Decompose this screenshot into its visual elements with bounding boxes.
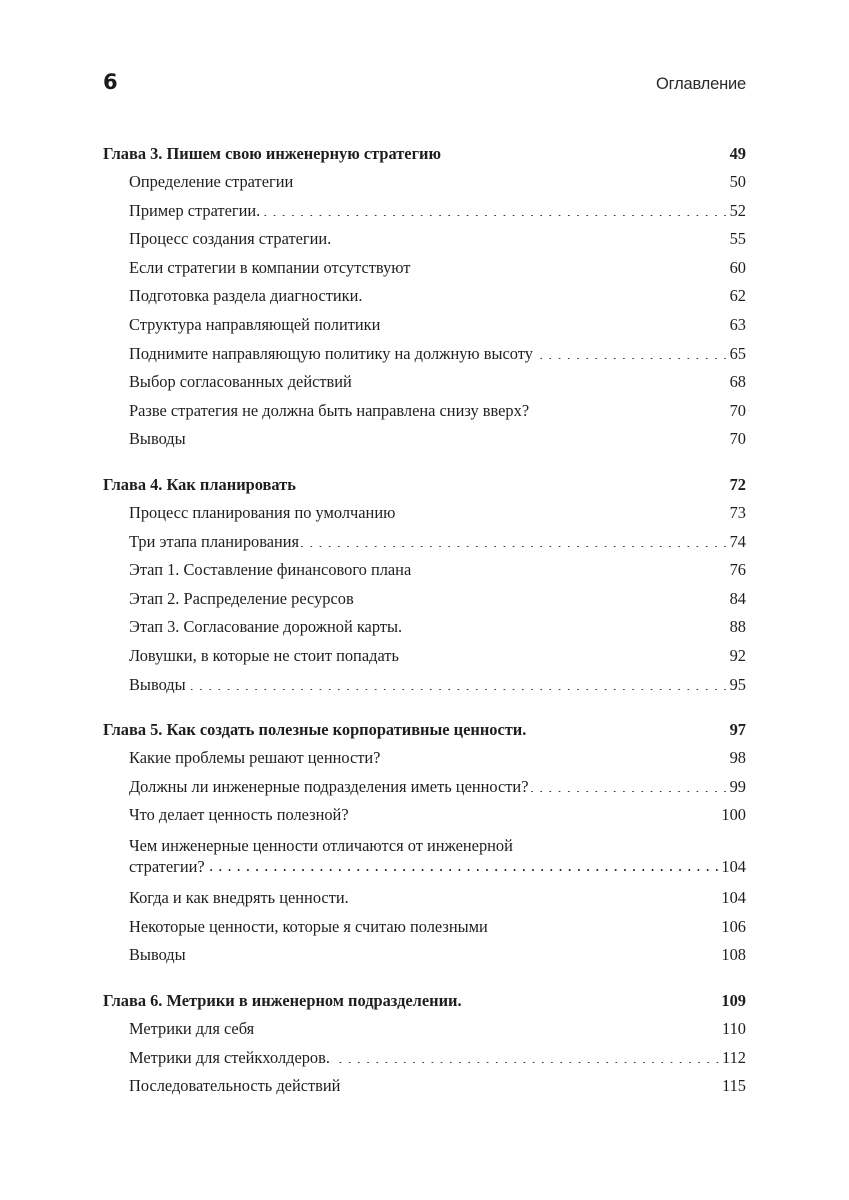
toc-section[interactable]	[103, 671, 746, 700]
section-title: Структура направляющей политики	[129, 314, 381, 334]
section-title: Выводы	[129, 674, 186, 694]
section-title: Процесс планирования по умолчанию	[129, 502, 396, 522]
toc-section[interactable]	[103, 282, 746, 311]
section-title: Три этапа планирования	[129, 531, 300, 551]
page-ref: 95	[729, 674, 746, 694]
section-title: Поднимите направляющую политику на должную высоту	[129, 343, 533, 363]
section-title: Какие проблемы решают ценности?	[129, 748, 381, 768]
toc-section[interactable]	[103, 744, 746, 773]
toc-section[interactable]	[103, 425, 746, 454]
dot-leader	[342, 1075, 720, 1091]
section-title: Этап 1. Составление финансового плана	[129, 560, 412, 580]
page-ref: 88	[729, 617, 746, 637]
page-ref: 65	[729, 343, 746, 363]
toc-section[interactable]	[103, 225, 746, 254]
toc-section[interactable]	[103, 197, 746, 226]
page-ref: 104	[721, 857, 746, 877]
section-title: Если стратегии в компании отсутствуют	[129, 257, 411, 277]
dot-leader	[298, 474, 728, 490]
dot-leader	[490, 915, 720, 931]
dot-leader	[365, 285, 728, 301]
section-title: Этап 3. Согласование дорожной карты.	[129, 617, 403, 637]
table-of-contents	[103, 140, 746, 1118]
section-title: стратегии?	[129, 857, 205, 877]
page-ref: 84	[729, 588, 746, 608]
page-ref: 112	[722, 1047, 746, 1067]
page-ref: 74	[729, 531, 746, 551]
dot-leader	[404, 616, 728, 632]
dot-leader	[382, 747, 727, 763]
toc-chapter-5	[103, 716, 746, 970]
page-ref: 50	[729, 172, 746, 191]
section-title: Метрики для стейкхолдеров.	[129, 1047, 330, 1067]
toc-section[interactable]	[103, 642, 746, 671]
toc-section[interactable]	[103, 884, 746, 913]
page-ref: 99	[729, 776, 746, 796]
section-title-line1: Чем инженерные ценности отличаются от инженерной	[129, 835, 513, 855]
chapter-title: Глава 5. Как создать полезные корпоративные ценности.	[103, 720, 527, 740]
dot-leader	[531, 399, 728, 415]
page-ref: 52	[729, 200, 746, 220]
toc-section[interactable]	[103, 340, 746, 369]
section-title: Должны ли инженерные подразделения иметь ценности?	[129, 776, 529, 796]
section-title: Метрики для себя	[129, 1019, 255, 1039]
toc-chapter-heading[interactable]	[103, 471, 746, 498]
page-ref: 108	[721, 945, 746, 965]
toc-chapter-heading[interactable]	[103, 716, 746, 743]
page-ref: 63	[729, 314, 746, 334]
page-ref: 109	[721, 991, 746, 1011]
page-ref: 55	[729, 229, 746, 249]
page-ref: 98	[729, 748, 746, 768]
page-ref: 106	[721, 916, 746, 936]
page-ref: 104	[721, 888, 746, 908]
section-title: Последовательность действий	[129, 1076, 341, 1096]
toc-section-multiline[interactable]	[103, 830, 746, 877]
page-ref: 76	[729, 560, 746, 580]
section-title: Процесс создания стратегии.	[129, 229, 332, 249]
dot-leader	[333, 228, 727, 244]
toc-section[interactable]	[103, 311, 746, 340]
running-title: Оглавление	[656, 75, 746, 93]
page-ref: 70	[729, 400, 746, 420]
dot-leader	[535, 342, 728, 358]
page-ref: 100	[721, 805, 746, 825]
page-number: 6	[103, 70, 118, 94]
toc-section[interactable]	[103, 1072, 746, 1101]
section-title: Этап 2. Распределение ресурсов	[129, 588, 354, 608]
dot-leader	[443, 143, 728, 159]
section-title: Определение стратегии	[129, 172, 294, 191]
page-ref: 92	[729, 645, 746, 665]
dot-leader	[188, 673, 728, 689]
toc-section[interactable]	[103, 1015, 746, 1044]
dot-leader	[528, 719, 727, 735]
toc-section[interactable]	[103, 499, 746, 528]
dot-leader	[262, 199, 727, 215]
toc-section[interactable]	[103, 168, 746, 197]
toc-chapter-6	[103, 987, 746, 1101]
dot-leader	[382, 314, 727, 330]
section-title: Ловушки, в которые не стоит попадать	[129, 645, 399, 665]
dot-leader	[530, 775, 727, 791]
chapter-title: Глава 6. Метрики в инженерном подразделении.	[103, 991, 462, 1011]
toc-chapter-4	[103, 471, 746, 699]
page-ref: 62	[729, 286, 746, 306]
dot-leader	[356, 587, 728, 603]
section-title: Когда и как внедрять ценности.	[129, 888, 349, 908]
section-title: Пример стратегии.	[129, 200, 261, 220]
page-ref: 70	[729, 429, 746, 449]
page-ref: 49	[729, 144, 746, 163]
section-title: Подготовка раздела диагностики.	[129, 286, 363, 306]
page-ref: 68	[729, 372, 746, 392]
dot-leader	[412, 256, 727, 272]
page-ref: 60	[729, 257, 746, 277]
chapter-title: Глава 3. Пишем свою инженерную стратегию	[103, 144, 441, 163]
page-header	[103, 70, 746, 102]
dot-leader	[351, 804, 720, 820]
page-ref: 72	[729, 474, 746, 494]
dot-leader	[188, 944, 720, 960]
toc-section[interactable]	[103, 913, 746, 942]
section-title: Выводы	[129, 945, 186, 965]
dot-leader	[332, 1046, 720, 1062]
toc-section[interactable]	[103, 254, 746, 283]
toc-chapter-3	[103, 140, 746, 454]
dot-leader	[351, 887, 720, 903]
dot-leader	[301, 530, 728, 546]
section-title: Что делает ценность полезной?	[129, 805, 349, 825]
dot-leader	[188, 428, 728, 444]
toc-section[interactable]	[103, 585, 746, 614]
dot-leader	[295, 171, 727, 187]
section-title: Разве стратегия не должна быть направлена снизу вверх?	[129, 400, 530, 420]
dot-leader	[207, 856, 720, 872]
dot-leader	[256, 1018, 720, 1034]
section-title: Некоторые ценности, которые я считаю полезными	[129, 916, 488, 936]
chapter-title: Глава 4. Как планировать	[103, 474, 296, 494]
toc-section[interactable]	[103, 397, 746, 426]
dot-leader	[464, 990, 720, 1006]
toc-section[interactable]	[103, 1044, 746, 1073]
page-ref: 110	[722, 1019, 746, 1039]
toc-section[interactable]	[103, 613, 746, 642]
page-ref: 115	[722, 1076, 746, 1096]
page-ref: 97	[729, 720, 746, 740]
toc-chapter-heading[interactable]	[103, 140, 746, 167]
toc-section[interactable]	[103, 368, 746, 397]
toc-chapter-heading[interactable]	[103, 987, 746, 1014]
section-title: Выводы	[129, 429, 186, 449]
toc-section[interactable]	[103, 801, 746, 830]
page-ref: 73	[729, 502, 746, 522]
toc-section[interactable]	[103, 941, 746, 970]
section-title: Выбор согласованных действий	[129, 372, 352, 392]
dot-leader	[413, 559, 727, 575]
dot-leader	[354, 371, 728, 387]
toc-section[interactable]	[103, 556, 746, 585]
dot-leader	[401, 645, 728, 661]
toc-section[interactable]	[103, 528, 746, 557]
dot-leader	[397, 502, 727, 518]
toc-section-continuation	[129, 856, 746, 877]
toc-section[interactable]	[103, 773, 746, 802]
